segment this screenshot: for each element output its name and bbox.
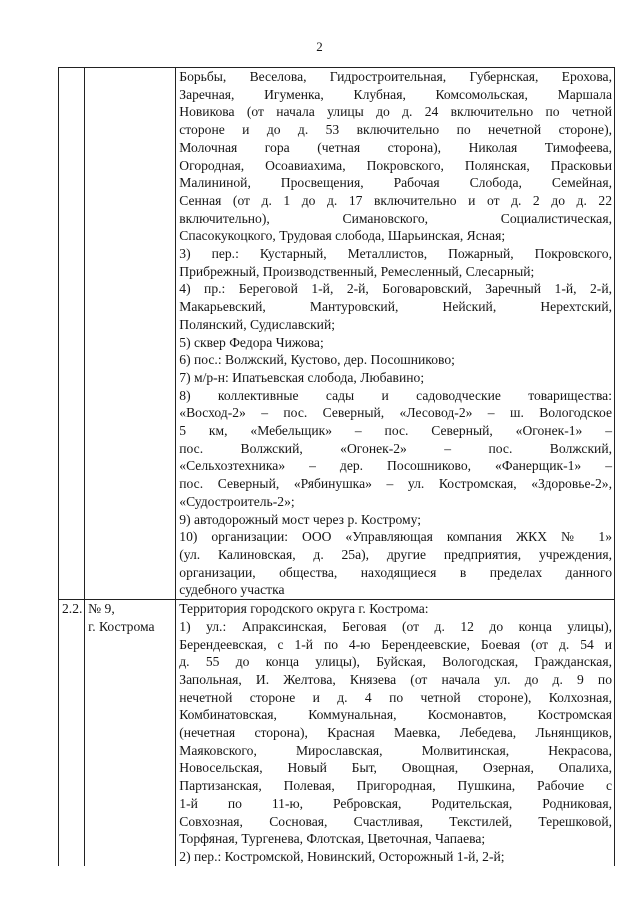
- territory-text-line: Торфяная, Тургенева, Флотская, Цветочная, Чапаева;: [179, 831, 486, 847]
- territory-text-line: 4) пр.: Береговой 1-й, 2-й, Боговаровский, Заречный 1-й, 2-й,: [179, 281, 612, 297]
- territory-text-line: «Восход-2» – пос. Северный, «Лесовод-2» – ш. Вологодское: [179, 405, 612, 421]
- territory-text-line: 6) пос.: Волжский, Кустово, дер. Посошниково;: [179, 352, 455, 368]
- territory-text-line: «Сельхозтехника» – дер. Посошниково, «Фанерщик-1» –: [179, 458, 612, 474]
- territory-text-line: Огородная, Осоавиахима, Покровского, Полянская, Прасковьи: [179, 157, 612, 173]
- territory-text-line: (ул. Калиновская, д. 25а), другие предприятия, учреждения,: [179, 546, 612, 562]
- territory-text-line: Прибрежный, Производственный, Ремесленный, Слесарный;: [179, 263, 535, 279]
- territory-text-line: Заречная, Игуменка, Клубная, Комсомольская, Маршала: [179, 86, 612, 102]
- territory-text-line: Борьбы, Веселова, Гидростроительная, Губернская, Ерохова,: [179, 69, 612, 84]
- table-row: [59, 600, 615, 866]
- territory-text-line: 10) организации: ООО «Управляющая компания ЖКХ № 1»: [179, 529, 612, 545]
- table-body: [59, 68, 615, 866]
- territory-text-line: Комбинатовская, Коммунальная, Космонавтов, Костромская: [179, 707, 612, 723]
- row-number-cell: [59, 600, 85, 866]
- territory-text-line: Партизанская, Полевая, Пригородная, Пушкина, Рабочие с: [179, 778, 612, 794]
- territory-text-line: пос. Волжский, «Огонек-2» – пос. Волжский,: [179, 440, 612, 456]
- territory-text-line: д. 55 до конца улицы), Буйская, Вологодская, Гражданская,: [179, 654, 612, 670]
- territory-text-line: «Судостроитель-2»;: [179, 493, 295, 509]
- territory-text-line: 5 км, «Мебельщик» – пос. Северный, «Огонек-1» –: [179, 423, 612, 439]
- court-district-name-line: № 9,: [88, 601, 115, 617]
- territory-text-line: (нечетная сторона), Красная Маевка, Лебедева, Льнянщиков,: [179, 725, 612, 741]
- territory-text-line: Запольная, И. Желтова, Князева (от начала ул. до д. 9 по: [179, 671, 612, 687]
- territory-text-line: Сенная (от д. 1 до д. 17 включительно и от д. 2 до д. 22: [179, 192, 612, 208]
- territory-text-line: 1-й по 11-ю, Ребровская, Родительская, Родниковая,: [179, 795, 612, 811]
- court-district-cell: [85, 600, 176, 866]
- territory-text-line: включительно), Симановского, Социалистическая,: [179, 210, 612, 226]
- court-district-cell: [85, 68, 176, 600]
- territory-text-line: Новикова (от начала улицы до д. 24 включительно по четной: [179, 104, 612, 120]
- territory-text-line: Маяковского, Мирославская, Молвитинская, Некрасова,: [179, 742, 612, 758]
- territory-text-line: 7) м/р-н: Ипатьевская слобода, Любавино;: [179, 369, 425, 385]
- territory-text-line: 5) сквер Федора Чижова;: [179, 334, 324, 350]
- territory-text-line: судебного участка: [179, 582, 285, 598]
- territory-text-line: 9) автодорожный мост через р. Кострому;: [179, 511, 422, 527]
- territory-text-line: Полянский, Судиславский;: [179, 316, 336, 332]
- territory-text-line: Макарьевский, Мантуровский, Нейский, Нерехтский,: [179, 299, 612, 315]
- table-row: [59, 68, 615, 600]
- territory-cell: [176, 68, 615, 600]
- row-number: 2.2.: [62, 601, 83, 617]
- territory-text-line: Спасокукоцкого, Трудовая слобода, Шарьинская, Ясная;: [179, 228, 506, 244]
- page-number: 2: [316, 39, 323, 54]
- territory-text-line: стороне и до д. 53 включительно по нечетной стороне),: [179, 122, 612, 138]
- territory-text-line: пос. Северный, «Рябинушка» – ул. Костромская, «Здоровье-2»,: [179, 476, 612, 492]
- territory-text-line: 1) ул.: Апраксинская, Беговая (от д. 12 до конца улицы),: [179, 618, 612, 634]
- territory-text-line: 8) коллективные сады и садоводческие товарищества:: [179, 387, 612, 403]
- territory-text-line: Новосельская, Новый Быт, Овощная, Озерная, Опалиха,: [179, 760, 612, 776]
- territory-text-line: Малининой, Просвещения, Рабочая Слобода, Семейная,: [179, 175, 612, 191]
- territory-text-line: 3) пер.: Кустарный, Металлистов, Пожарный, Покровского,: [179, 246, 612, 262]
- territory-cell: [176, 600, 615, 866]
- territory-text-line: 2) пер.: Костромской, Новинский, Осторожный 1-й, 2-й;: [179, 848, 505, 864]
- court-districts-table: [58, 67, 615, 866]
- territory-text-line: Совхозная, Сосновая, Счастливая, Текстилей, Терешковой,: [179, 813, 612, 829]
- territory-text-line: Территория городского округа г. Кострома:: [179, 601, 429, 617]
- territory-text-line: Берендеевская, с 1-й по 4-ю Берендеевские, Боевая (от д. 54 и: [179, 636, 612, 652]
- row-number-cell: [59, 68, 85, 600]
- territory-text-line: Молочная гора (четная сторона), Николая Тимофеева,: [179, 139, 612, 155]
- territory-text-line: нечетной стороне и д. 4 по четной стороне), Колхозная,: [179, 689, 612, 705]
- territory-text-line: организации, общества, находящиеся в пределах данного: [179, 564, 612, 580]
- court-district-name-line: г. Кострома: [88, 618, 155, 634]
